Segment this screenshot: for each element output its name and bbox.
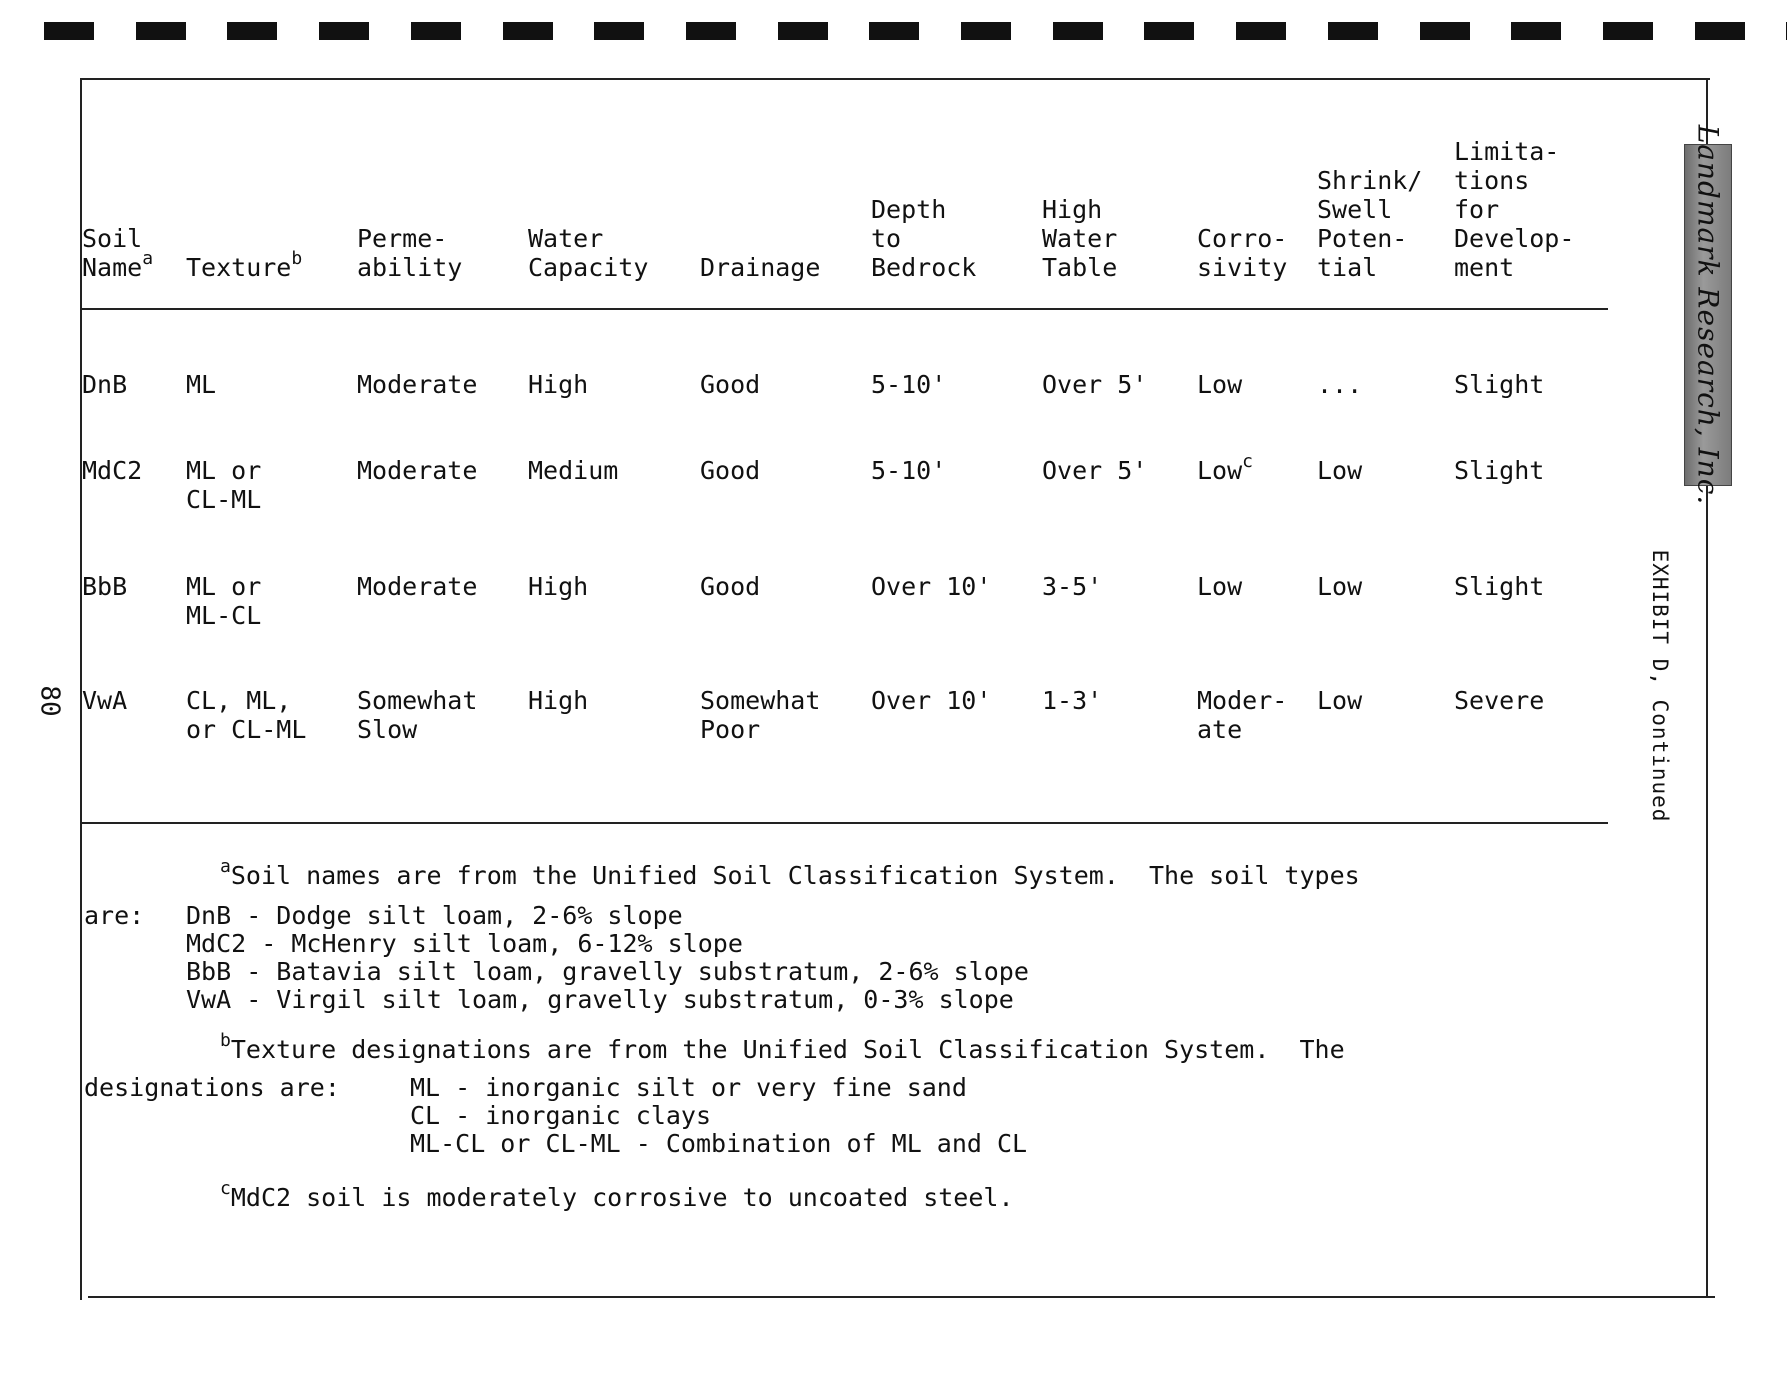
table-cell-text: Low xyxy=(1317,572,1363,601)
tractor-hole xyxy=(227,22,277,40)
page-frame-right xyxy=(1706,482,1708,1298)
table-cell xyxy=(700,572,760,601)
column-header-text: Soil Name xyxy=(82,224,143,282)
tractor-hole xyxy=(44,22,94,40)
table-cell-text: 5-10' xyxy=(871,456,947,485)
table-cell-text: Slight xyxy=(1454,456,1545,485)
column-header-text: Perme- ability xyxy=(357,224,463,282)
table-cell xyxy=(1454,572,1544,601)
table-cell-text: Somewhat Slow xyxy=(357,686,478,744)
table-cell xyxy=(186,370,216,399)
tractor-hole xyxy=(1511,22,1561,40)
footnote-b-item: ML-CL or CL-ML - Combination of ML and CL xyxy=(410,1129,1028,1158)
table-cell xyxy=(700,370,760,399)
tractor-feed-holes xyxy=(0,22,1787,42)
table-cell-text: Medium xyxy=(528,456,619,485)
table-cell-text: ML xyxy=(186,370,217,399)
footnote-a-item: MdC2 - McHenry silt loam, 6-12% slope xyxy=(186,929,743,958)
table-cell-text: 1-3' xyxy=(1042,686,1103,715)
footnote-c-text: MdC2 soil is moderately corrosive to uncoated steel. xyxy=(230,1183,1014,1212)
table-cell xyxy=(700,686,820,744)
table-cell-text: High xyxy=(528,686,589,715)
column-header xyxy=(1042,195,1117,282)
tractor-hole xyxy=(136,22,186,40)
tractor-hole xyxy=(961,22,1011,40)
table-cell xyxy=(186,686,306,744)
page-frame-bottom xyxy=(88,1296,1715,1298)
company-stamp xyxy=(1684,124,1732,506)
footnote-a-lead: are: xyxy=(84,901,145,930)
footnote-b-text: Texture designations are from the Unified Soil Classification System. The xyxy=(230,1035,1345,1064)
column-header xyxy=(700,253,820,282)
footnote-b xyxy=(220,1030,1345,1067)
table-cell-text: BbB xyxy=(82,572,128,601)
footnote-a xyxy=(220,856,1360,893)
table-cell-text: ... xyxy=(1317,370,1363,399)
tractor-hole xyxy=(1420,22,1470,40)
table-cell-text: High xyxy=(528,572,589,601)
header-rule xyxy=(82,308,1608,310)
page-number: 80 xyxy=(34,685,65,717)
table-cell-text: High xyxy=(528,370,589,399)
exhibit-label-text: EXHIBIT D, Continued xyxy=(1648,549,1672,823)
footnote-c xyxy=(220,1178,1014,1215)
column-header xyxy=(357,224,462,282)
table-cell xyxy=(700,456,760,485)
table-cell xyxy=(528,456,618,485)
footnote-b-marker: b xyxy=(220,1030,231,1051)
table-cell-text: MdC2 xyxy=(82,456,143,485)
tractor-hole xyxy=(1053,22,1103,40)
table-cell xyxy=(1042,370,1147,399)
table-cell-text: VwA xyxy=(82,686,128,715)
table-cell xyxy=(1454,456,1544,485)
table-cell-text: Over 5' xyxy=(1042,456,1148,485)
table-cell xyxy=(1317,370,1362,399)
table-cell xyxy=(1197,451,1253,488)
table-cell xyxy=(528,370,588,399)
footnote-c-marker: c xyxy=(220,1178,231,1199)
table-cell xyxy=(186,572,261,630)
table-cell-text: Over 10' xyxy=(871,686,992,715)
table-cell xyxy=(357,456,477,485)
table-cell-text: Moderate xyxy=(357,572,478,601)
table-cell-text: Low xyxy=(1317,456,1363,485)
footnote-a-text: Soil names are from the Unified Soil Classification System. The soil types xyxy=(230,861,1360,890)
table-cell-text: Good xyxy=(700,370,761,399)
table-cell-text: Good xyxy=(700,572,761,601)
table-cell xyxy=(186,456,261,514)
column-header-text: Shrink/ Swell Poten- tial xyxy=(1317,166,1423,282)
table-cell xyxy=(357,686,477,744)
column-header xyxy=(82,224,153,285)
table-cell xyxy=(871,686,991,715)
tractor-hole xyxy=(1603,22,1653,40)
column-header xyxy=(1317,166,1422,282)
tractor-hole xyxy=(1144,22,1194,40)
table-cell xyxy=(1197,572,1242,601)
table-cell-text: Slight xyxy=(1454,572,1545,601)
table-cell xyxy=(82,572,127,601)
tractor-hole xyxy=(778,22,828,40)
column-header-text: Texture xyxy=(186,253,292,282)
tractor-hole xyxy=(319,22,369,40)
table-cell xyxy=(1197,686,1287,744)
column-header-text: Depth to Bedrock xyxy=(871,195,977,282)
footnote-b-item: ML - inorganic silt or very fine sand xyxy=(410,1073,967,1102)
table-cell xyxy=(1042,572,1102,601)
table-cell-text: ML or ML-CL xyxy=(186,572,262,630)
table-cell xyxy=(82,456,142,485)
table-cell-text: Moder- ate xyxy=(1197,686,1288,744)
column-header-text: Corro- sivity xyxy=(1197,224,1288,282)
table-cell xyxy=(1042,456,1147,485)
footnote-b-item: CL - inorganic clays xyxy=(410,1101,712,1130)
table-cell-text: Good xyxy=(700,456,761,485)
footnote-a-item: VwA - Virgil silt loam, gravelly substratum, 0-3% slope xyxy=(186,985,1014,1014)
table-cell-text: 3-5' xyxy=(1042,572,1103,601)
tractor-hole xyxy=(686,22,736,40)
table-cell xyxy=(1454,686,1544,715)
company-stamp-text: Landmark Research, Inc. xyxy=(1691,124,1725,506)
column-header xyxy=(186,248,303,285)
exhibit-label xyxy=(1640,546,1680,826)
table-cell xyxy=(1454,370,1544,399)
table-cell xyxy=(1317,456,1362,485)
table-cell xyxy=(82,370,127,399)
table-cell-text: Slight xyxy=(1454,370,1545,399)
table-cell-text: Low xyxy=(1197,370,1243,399)
tractor-hole xyxy=(1695,22,1745,40)
column-header xyxy=(1197,224,1287,282)
footnote-a-item: BbB - Batavia silt loam, gravelly substratum, 2-6% slope xyxy=(186,957,1029,986)
table-cell-text: Low xyxy=(1197,456,1243,485)
table-cell xyxy=(1317,686,1362,715)
footnote-b-lead: designations are: xyxy=(84,1073,340,1102)
table-cell-text: 5-10' xyxy=(871,370,947,399)
table-cell-text: Low xyxy=(1317,686,1363,715)
table-cell-text: ML or CL-ML xyxy=(186,456,262,514)
table-cell-text: Low xyxy=(1197,572,1243,601)
table-cell xyxy=(528,572,588,601)
table-cell-text: DnB xyxy=(82,370,128,399)
column-header xyxy=(1454,137,1574,282)
table-cell-text: CL, ML, or CL-ML xyxy=(186,686,307,744)
column-header-text: Water Capacity xyxy=(528,224,649,282)
table-cell xyxy=(82,686,127,715)
table-cell-text: Moderate xyxy=(357,370,478,399)
table-cell-text: Over 10' xyxy=(871,572,992,601)
table-cell xyxy=(357,370,477,399)
column-header-text: High Water Table xyxy=(1042,195,1118,282)
table-cell xyxy=(871,456,946,485)
footnote-a-item: DnB - Dodge silt loam, 2-6% slope xyxy=(186,901,683,930)
footnote-a-marker: a xyxy=(220,856,231,877)
table-cell xyxy=(357,572,477,601)
column-header xyxy=(871,195,976,282)
tractor-hole xyxy=(503,22,553,40)
table-cell xyxy=(871,572,991,601)
footnote-marker: b xyxy=(291,248,303,269)
tractor-hole xyxy=(869,22,919,40)
footnote-marker: a xyxy=(142,248,154,269)
tractor-hole xyxy=(411,22,461,40)
column-header-text: Drainage xyxy=(700,253,821,282)
table-cell xyxy=(1317,572,1362,601)
footnote-marker: c xyxy=(1242,451,1253,472)
tractor-hole xyxy=(594,22,644,40)
column-header-text: Limita- tions for Develop- ment xyxy=(1454,137,1575,282)
column-header xyxy=(528,224,648,282)
table-cell xyxy=(1197,370,1242,399)
table-cell xyxy=(1042,686,1102,715)
table-bottom-rule xyxy=(82,822,1608,824)
tractor-hole xyxy=(1236,22,1286,40)
table-cell-text: Over 5' xyxy=(1042,370,1148,399)
table-cell-text: Somewhat Poor xyxy=(700,686,821,744)
table-cell-text: Severe xyxy=(1454,686,1545,715)
table-cell xyxy=(871,370,946,399)
tractor-hole xyxy=(1328,22,1378,40)
table-cell-text: Moderate xyxy=(357,456,478,485)
table-cell xyxy=(528,686,588,715)
